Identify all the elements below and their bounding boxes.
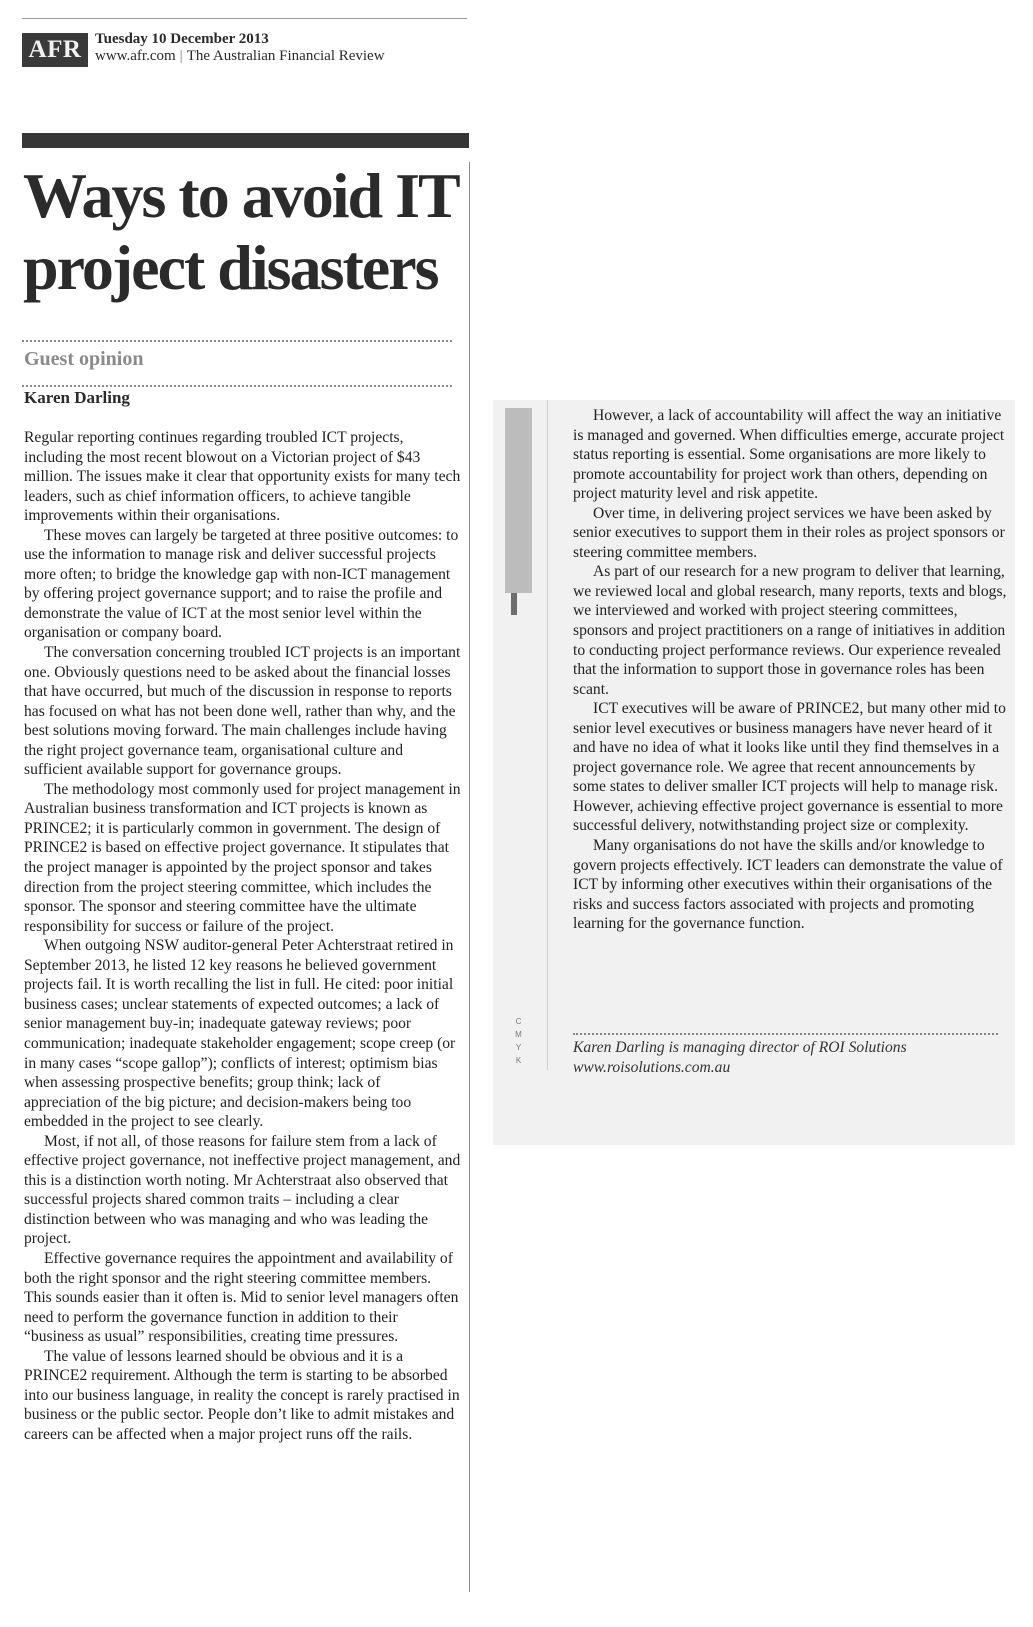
paragraph: However, a lack of accountability will affect the way an initiative is managed and governed. When difficulties emerge, accurate project status reporting is essential. Some organisations are more likely to promote accountability for project work than others, depending on project maturity level and risk appetite. bbox=[573, 407, 1005, 503]
issue-date: Tuesday 10 December 2013 bbox=[95, 31, 269, 47]
author-note bbox=[573, 1038, 1010, 1077]
author-website[interactable]: www.roisolutions.com.au bbox=[573, 1058, 731, 1076]
print-strip bbox=[505, 408, 532, 1071]
top-rule bbox=[22, 18, 467, 19]
clipping-rule bbox=[547, 400, 548, 1070]
paragraph: As part of our research for a new program to deliver that learning, we reviewed local and global research, many reports, texts and blogs, we interviewed and worked with project steering committees, sponsors and project practitioners on a range of initiatives in addition to conducting project performance reviews. Our experience revealed that the information to support those in governance roles has been scant. bbox=[573, 563, 1007, 698]
dotted-divider bbox=[573, 1033, 998, 1035]
cmyk-y: Y bbox=[515, 1043, 522, 1052]
paragraph: The value of lessons learned should be obvious and it is a PRINCE2 requirement. Although the term is starting to be absorbed into our business language, in reality the concept is rarely practised in business or the public sector. People don’t like to admit mistakes and careers can be affected when a major project runs off the rails. bbox=[24, 1347, 460, 1443]
cmyk-k: K bbox=[515, 1056, 522, 1065]
section-bar bbox=[22, 133, 469, 148]
paragraph: These moves can largely be targeted at three positive outcomes: to use the information to manage risk and deliver successful projects more often; to bridge the knowledge gap with non-ICT management by offering project governance support; and to raise the profile and demonstrate the value of ICT at the most senior level within the organisation or company board. bbox=[24, 526, 459, 642]
cmyk-marks bbox=[505, 1015, 532, 1067]
paragraph: Over time, in delivering project services we have been asked by senior executives to support them in their roles as project sponsors or steering committee members. bbox=[573, 504, 1005, 561]
paragraph: The conversation concerning troubled ICT projects is an important one. Obviously questions need to be asked about the financial losses that have occurred, but much of the discussion in response to reports has focused on what has not been done well, rather than why, and the best solutions moving forward. The main challenges include having the right project governance team, organisational culture and sufficient available support for governance groups. bbox=[24, 644, 461, 779]
author-bio: Karen Darling is managing director of ROI Solutions bbox=[573, 1039, 907, 1056]
paragraph: Regular reporting continues regarding troubled ICT projects, including the most recent blowout on a Victorian project of $43 million. The issues make it clear that opportunity exists for many tech leaders, such as chief information officers, to achieve tangible improvements within their organisations. bbox=[24, 429, 461, 525]
article-column-right bbox=[573, 406, 1010, 934]
column-rule bbox=[469, 162, 470, 1592]
paragraph: ICT executives will be aware of PRINCE2, but many other mid to senior level executives or business managers have never heard of it and have no idea of what it looks like until they find themselves in a project governance role. We agree that recent announcements by some states to deliver smaller ICT projects will help to manage risk. However, achieving effective project governance is essential to more successful delivery, notwithstanding project size or complexity. bbox=[573, 700, 1006, 835]
publication-line bbox=[95, 48, 385, 65]
paragraph: Effective governance requires the appointment and availability of both the right sponsor and the right steering committee members. This sounds easier than it often is. Mid to senior level managers often need to perform the governance function in addition to their “business as usual” responsibilities, creating time pressures. bbox=[24, 1249, 459, 1346]
kicker: Guest opinion bbox=[24, 348, 144, 370]
cmyk-c: C bbox=[515, 1017, 522, 1026]
gray-strip bbox=[505, 408, 532, 593]
headline-line-2: project disasters bbox=[23, 232, 438, 303]
website-link[interactable]: www.afr.com bbox=[95, 48, 176, 64]
paragraph: When outgoing NSW auditor-general Peter Achterstraat retired in September 2013, he listed 12 key reasons he believed government projects fail. It is worth recalling the list in full. He cited: poor initial business cases; unclear statements of expected outcomes; a lack of senior management buy-in; inadequate gateway reviews; poor communication; inadequate stakeholder engagement; scope creep (or in many cases “scope gallop”); conflicts of interest; optimism bias when assessing prospective benefits; group think; lack of appreciation of the big picture; and decision-makers being too embedded in the project to see clearly. bbox=[24, 937, 456, 1131]
registration-mark bbox=[511, 593, 517, 615]
article-column-left bbox=[24, 428, 461, 1444]
separator: | bbox=[179, 48, 183, 64]
paragraph: Most, if not all, of those reasons for failure stem from a lack of effective project governance, not ineffective project management, and this is a distinction worth noting. Mr Achterstraat also observed that successful projects shared common traits – including a clear distinction between who was managing and who was leading the project. bbox=[24, 1132, 461, 1248]
byline: Karen Darling bbox=[24, 388, 130, 407]
publication-name: The Australian Financial Review bbox=[186, 48, 385, 64]
afr-logo: AFR bbox=[22, 33, 88, 67]
dotted-divider bbox=[22, 340, 452, 342]
headline bbox=[23, 160, 468, 304]
cmyk-m: M bbox=[515, 1030, 522, 1039]
headline-line-1: Ways to avoid IT bbox=[23, 160, 459, 231]
dotted-divider bbox=[22, 385, 452, 387]
paragraph: The methodology most commonly used for project management in Australian business transformation and ICT projects is known as PRINCE2; it is particularly common in government. The design of PRINCE2 is based on effective project governance. It stipulates that the project manager is appointed by the project sponsor and takes direction from the project steering committee, which includes the sponsor. The sponsor and steering committee have the ultimate responsibility for success or failure of the project. bbox=[24, 780, 461, 935]
paragraph: Many organisations do not have the skills and/or knowledge to govern projects effectively. ICT leaders can demonstrate the value of ICT by informing other executives within their organisations of the risks and success factors associated with projects and promoting learning for the governance function. bbox=[573, 837, 1003, 933]
